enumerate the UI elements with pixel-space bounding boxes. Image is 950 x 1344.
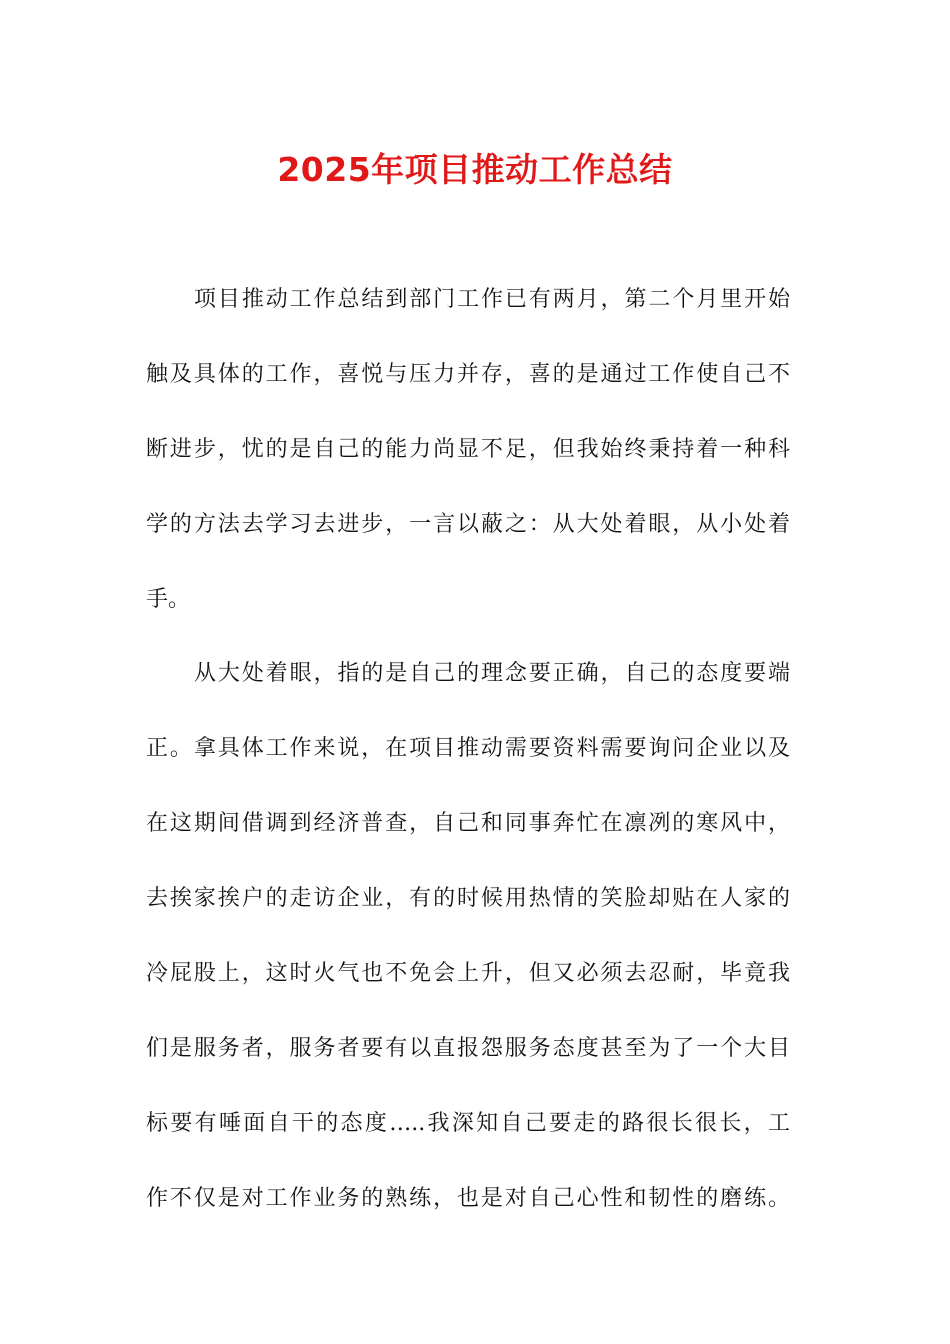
paragraph-line: 从大处着眼，指的是自己的理念要正确，自己的态度要端 (194, 661, 790, 686)
paragraph-line: 作不仅是对工作业务的熟练，也是对自己心性和韧性的磨练。 (146, 1186, 790, 1211)
paragraph-line: 们是服务者，服务者要有以直报怨服务态度甚至为了一个大目 (146, 1036, 790, 1061)
paragraph-line: 去挨家挨户的走访企业，有的时候用热情的笑脸却贴在人家的 (146, 886, 790, 911)
paragraph-line: 冷屁股上，这时火气也不免会上升，但又必须去忍耐，毕竟我 (146, 961, 790, 986)
paragraph-line: 标要有唾面自干的态度…..我深知自己要走的路很长很长，工 (146, 1111, 790, 1136)
document-title: 2025年项目推动工作总结 (277, 150, 673, 189)
paragraph-line: 学的方法去学习去进步，一言以蔽之：从大处着眼，从小处着 (146, 512, 790, 537)
paragraph-line: 触及具体的工作，喜悦与压力并存，喜的是通过工作使自己不 (146, 362, 790, 387)
paragraph-line: 正。拿具体工作来说，在项目推动需要资料需要询问企业以及 (146, 736, 790, 761)
paragraph-line: 在这期间借调到经济普查，自己和同事奔忙在凛冽的寒风中， (146, 811, 790, 836)
paragraph-line: 项目推动工作总结到部门工作已有两月，第二个月里开始 (194, 287, 790, 312)
paragraph-line: 断进步，忧的是自己的能力尚显不足，但我始终秉持着一种科 (146, 437, 790, 462)
paragraph-line: 手。 (146, 587, 191, 612)
